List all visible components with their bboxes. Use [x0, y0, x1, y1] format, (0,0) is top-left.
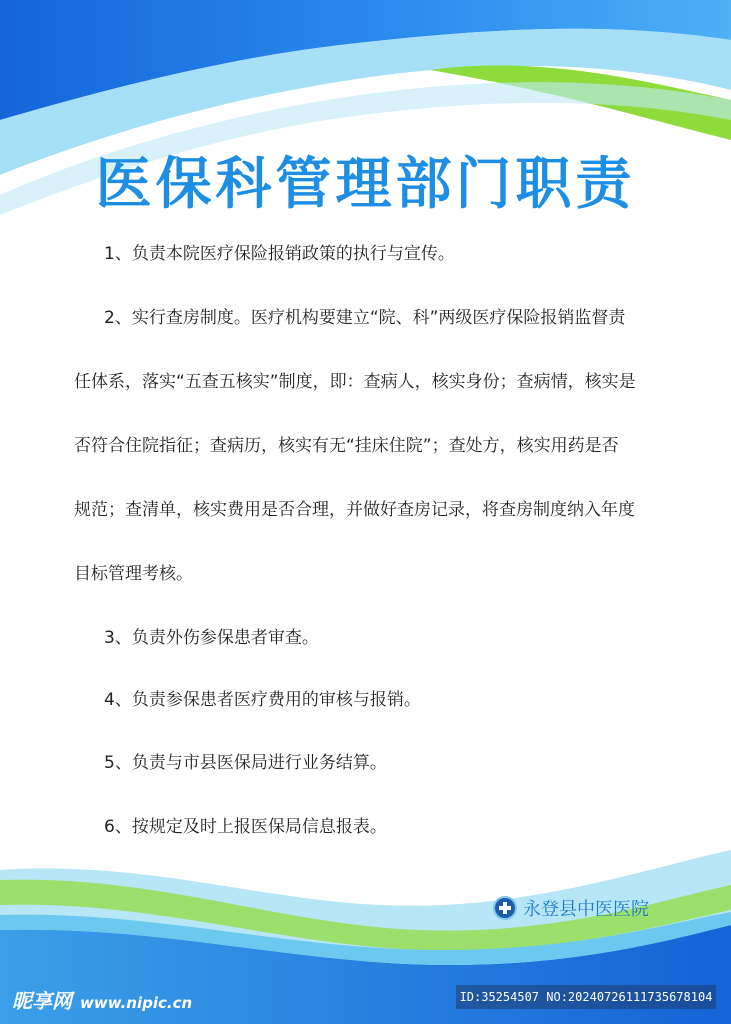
- image-id-bar: ID:35254507 NO:20240726111735678104: [456, 985, 716, 1009]
- list-item: 5、负责与市县医保局进行业务结算。: [104, 753, 387, 773]
- watermark-url: www.nipic.cn: [80, 994, 193, 1012]
- list-item: 3、负责外伤参保患者审查。: [104, 628, 319, 648]
- page-title: 医保科管理部门职责: [95, 152, 636, 217]
- list-item: 4、负责参保患者医疗费用的审核与报销。: [104, 690, 421, 710]
- watermark-brand: 昵享网: [12, 989, 72, 1013]
- list-item: 6、按规定及时上报医保局信息报表。: [104, 817, 387, 837]
- list-item: 2、实行查房制度。医疗机构要建立“院、科”两级医疗保险报销监督责 任体系，落实“五查五核实”制度，即：查病人，核实身份；查病情，核实是 否符合住院指征；查病历，核实有无“挂床住院”；查处方，核实用药是否 规范；查清单，核实费用是否合理，并做好查房记录，将查房制度纳入年度 目标管理考核。: [74, 308, 636, 584]
- list-item: 1、负责本院医疗保险报销政策的执行与宣传。: [104, 244, 455, 264]
- watermark: [12, 985, 192, 1014]
- hospital-logo-icon: [493, 896, 517, 920]
- hospital-name: 永登县中医医院: [523, 899, 649, 920]
- hospital-signature: [493, 895, 649, 921]
